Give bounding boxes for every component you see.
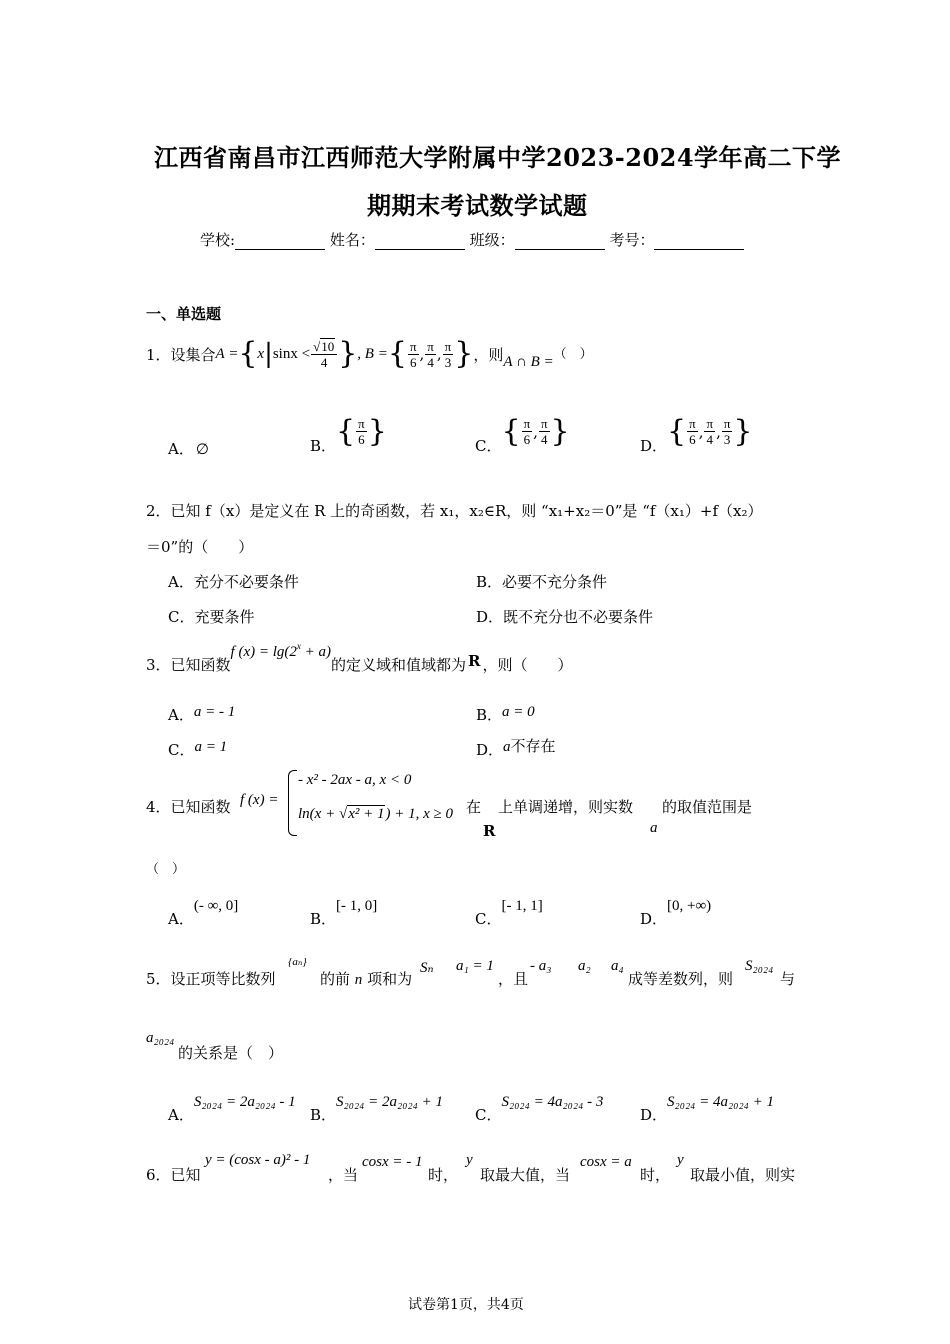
question-1: 1．设集合 A = { x | sinx < $\frac{√10}{4}$ } , B = { $\frac{\pi}{6}$ , $\frac{\pi}{4}$ , $\frac{\pi}{3}$ } ，则 A ∩ B = （ ） xyxy=(146,336,593,371)
school-label: 学校: xyxy=(200,231,236,249)
page-footer: 试卷第1页，共4页 xyxy=(408,1297,524,1313)
q4-R: R xyxy=(483,822,496,840)
q4-suffix: 的取值范围是 xyxy=(662,798,753,816)
q3-function: f $(x) = \lg(2^x + a)$ xyxy=(230,641,332,660)
set-b-lhs: , B = xyxy=(357,345,388,362)
q5-option-d[interactable]: D．S₂₀₂₄ = 4a₂₀₂₄ + 1 xyxy=(640,1094,774,1124)
exam-no-blank[interactable] xyxy=(654,235,744,250)
q1-option-d[interactable]: D． { $\frac{\pi}{6}$ , $\frac{\pi}{4}$ , $\frac{\pi}{3}$ } xyxy=(640,413,753,455)
set-a-cond: sinx < xyxy=(272,345,311,362)
q5-a2024: a₂₀₂₄ xyxy=(146,1030,175,1046)
q5-Sn: Sₙ xyxy=(420,960,434,976)
q5-t6: 的关系是（ ） xyxy=(178,1044,284,1062)
q3-option-d[interactable]: D．a不存在 xyxy=(476,737,556,759)
q6-t1: ，当 xyxy=(328,1166,359,1184)
q5-prefix: 5．设正项等比数列 xyxy=(146,970,276,988)
frac-pi-4: $\frac{\pi}{4}$ xyxy=(427,338,434,370)
q2-line2: ＝0”的（ ） xyxy=(146,538,254,556)
q6-cond1: cosx = - 1 xyxy=(362,1154,423,1170)
section-heading: 一、单选题 xyxy=(146,305,222,323)
q2-line1: 2．已知 f（x）是定义在 R 上的奇函数，若 x₁，x₂∈R，则 “x₁+x₂＝0”是 “f（x₁）+f（x₂） xyxy=(146,502,763,520)
class-blank[interactable] xyxy=(515,235,605,250)
name-label: 姓名： xyxy=(329,231,375,249)
q5-a3: - a₃ xyxy=(530,958,552,974)
exam-no-label: 考号： xyxy=(609,231,655,249)
q4-mid1: 在 xyxy=(466,798,482,816)
q6-prefix: 6．已知 xyxy=(146,1166,201,1184)
set-a-elem: x xyxy=(257,345,265,362)
class-label: 班级： xyxy=(469,231,515,249)
frac-pi-6: $\frac{\pi}{6}$ xyxy=(409,338,417,370)
q2-option-c[interactable]: C．充要条件 xyxy=(168,608,255,626)
q1-expr: A ∩ B = xyxy=(503,353,554,370)
title-line1: 江西省南昌市江西师范大学附属中学2023-2024学年高二下学 xyxy=(154,143,842,172)
q3-option-a[interactable]: A．a = - 1 xyxy=(168,704,236,724)
q4-option-c[interactable]: C．[- 1, 1] xyxy=(475,898,543,928)
title-line2: 期期末考试数学试题 xyxy=(367,191,588,220)
q5-option-c[interactable]: C．S₂₀₂₄ = 4a₂₀₂₄ - 3 xyxy=(475,1094,604,1124)
q4-case2: ln(x + √x² + 1) + 1, x ≥ 0 xyxy=(298,806,453,822)
q5-t1: 的前 n 项和为 xyxy=(320,970,413,988)
q5-a2: a₂ xyxy=(578,958,591,974)
q5-t5: 与 xyxy=(780,970,796,988)
info-line xyxy=(200,229,744,250)
q6-t3: 取最大值，当 xyxy=(480,1166,571,1184)
q5-a4: a₄ xyxy=(611,958,624,974)
q1-option-c[interactable]: C． { $\frac{\pi}{6}$ , $\frac{\pi}{4}$ } xyxy=(475,413,570,455)
q3-option-c[interactable]: C．a = 1 xyxy=(168,739,228,759)
left-brace: { xyxy=(238,336,258,371)
q1-suffix: ，则 xyxy=(473,345,504,364)
fraction-sqrt10-4: $\frac{√10}{4}$ xyxy=(311,339,337,370)
q4-option-b[interactable]: B．[- 1, 0] xyxy=(310,898,378,928)
q1-prefix: 1．设集合 xyxy=(146,345,216,364)
q4-var-a: a xyxy=(650,820,658,836)
q6-y2: y xyxy=(677,1152,684,1168)
q6-y1: y xyxy=(466,1152,473,1168)
school-blank[interactable] xyxy=(235,235,325,250)
q5-t4: 成等差数列，则 xyxy=(628,970,734,988)
q5-seq: {aₙ} xyxy=(288,956,307,968)
den: 4 xyxy=(320,354,328,370)
q4-paren: （ ） xyxy=(146,862,186,877)
q1-option-a[interactable]: A． ∅ xyxy=(168,440,209,458)
q4-case1: - x² - 2ax - a, x < 0 xyxy=(298,772,412,788)
q4-option-a[interactable]: A．(- ∞, 0] xyxy=(168,898,239,928)
q3-option-b[interactable]: B．a = 0 xyxy=(476,704,535,724)
frac-pi-3: $\frac{\pi}{3}$ xyxy=(444,338,452,370)
q5-S2024: S₂₀₂₄ xyxy=(745,958,774,974)
right-brace: } xyxy=(338,336,358,371)
q5-a1: a₁ = 1 xyxy=(456,958,494,974)
set-a-lhs: A = xyxy=(215,345,239,362)
question-3: 3．已知函数 f $(x) = \lg(2^x + a)$ 的定义域和值域都为 R ，则（ ） xyxy=(146,641,573,674)
q6-t4: 时， xyxy=(640,1166,671,1184)
q1-paren: （ ） xyxy=(553,346,593,362)
q5-t3: ，且 xyxy=(498,970,529,988)
q4-mid2: 上单调递增，则实数 xyxy=(498,798,634,816)
q2-option-d[interactable]: D．既不充分也不必要条件 xyxy=(476,608,654,626)
q4-case-brace xyxy=(288,770,297,836)
left-brace: { xyxy=(387,336,407,371)
q4-fx: f (x) = xyxy=(240,792,279,808)
q5-option-a[interactable]: A．S₂₀₂₄ = 2a₂₀₂₄ - 1 xyxy=(168,1094,296,1124)
q6-cond2: cosx = a xyxy=(580,1154,632,1170)
q1-option-b[interactable]: B． { $\frac{\pi}{6}$ } xyxy=(310,413,387,455)
sqrt-num: 10 xyxy=(321,338,335,354)
q4-option-d[interactable]: D．[0, +∞) xyxy=(640,898,712,928)
q5-option-b[interactable]: B．S₂₀₂₄ = 2a₂₀₂₄ + 1 xyxy=(310,1094,443,1124)
right-brace: } xyxy=(454,336,474,371)
q6-t5: 取最小值，则实 xyxy=(690,1166,796,1184)
q6-t2: 时， xyxy=(428,1166,459,1184)
bar: | xyxy=(264,339,273,369)
q6-expr: y = (cosx - a)² - 1 xyxy=(205,1152,311,1168)
q2-option-a[interactable]: A．充分不必要条件 xyxy=(168,573,299,591)
name-blank[interactable] xyxy=(375,235,465,250)
q4-prefix: 4．已知函数 xyxy=(146,798,231,816)
q2-option-b[interactable]: B．必要不充分条件 xyxy=(476,573,608,591)
